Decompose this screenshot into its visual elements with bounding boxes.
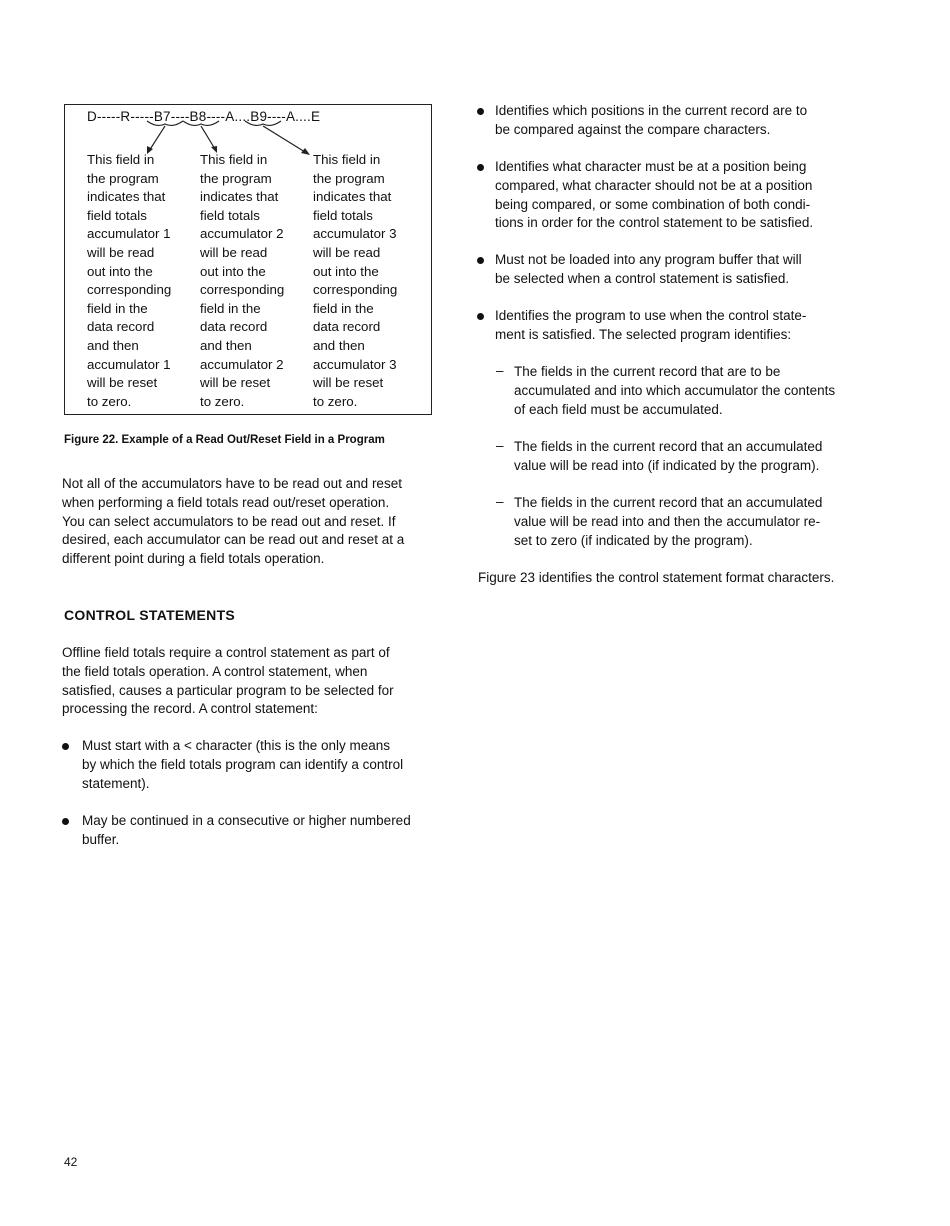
figure-line: accumulator 3 [313, 356, 397, 372]
figure-line: field in the [87, 300, 148, 316]
figure-formula: D-----R-----B7----B8----A....B9----A....E [87, 109, 321, 124]
figure-line: to zero. [200, 393, 245, 409]
text-line: processing the record. A control statement: [62, 701, 318, 717]
right-dash-2 [514, 438, 822, 476]
figure-line: to zero. [313, 393, 358, 409]
figure-line: accumulator 1 [87, 226, 171, 242]
bullet-dot [477, 164, 484, 171]
bullet-line: be compared against the compare characters. [495, 121, 771, 137]
bullet-line: Identifies the program to use when the control state- [495, 308, 807, 323]
text-line: satisfied, causes a particular program to be selected for [62, 682, 394, 698]
dash-line: value will be read into and then the accumulator re- [514, 513, 821, 529]
arrow-1 [149, 126, 165, 151]
arrow-3 [263, 126, 305, 152]
figure-line: accumulator 2 [200, 226, 284, 242]
bullet-line: Must start with a < character (this is the only means [82, 738, 390, 753]
right-bullet-4 [495, 307, 806, 345]
figure-line: field totals [200, 207, 260, 223]
figure-line: field totals [87, 207, 147, 223]
bullet-line: being compared, or some combination of both condi- [495, 196, 811, 212]
figure-line: the program [200, 170, 272, 186]
bullet-dot [477, 108, 484, 115]
dash-line: The fields in the current record that an accumulated [514, 439, 823, 454]
text-line: You can select accumulators to be read out and reset. If [62, 513, 396, 529]
figure-line: This field in [87, 152, 155, 167]
dash-line: set to zero (if indicated by the program). [514, 532, 753, 548]
bullet-line: May be continued in a consecutive or higher numbered [82, 813, 411, 828]
bullet-line: Identifies what character must be at a position being [495, 159, 807, 174]
figure-caption: Figure 22. Example of a Read Out/Reset Field in a Program [64, 434, 385, 446]
bullet-line: be selected when a control statement is satisfied. [495, 270, 790, 286]
figure-line: the program [313, 170, 385, 186]
bullet-line: compared, what character should not be at a position [495, 177, 813, 193]
figure-line: This field in [313, 152, 381, 167]
arrow-2 [201, 126, 215, 149]
figure-column-2 [200, 151, 310, 411]
right-dash-3 [514, 494, 822, 550]
brace-b7 [147, 121, 183, 125]
figure-line: accumulator 3 [313, 226, 397, 242]
figure-line: accumulator 1 [87, 356, 171, 372]
figure-line: will be read [200, 244, 268, 260]
figure-line: and then [87, 337, 139, 353]
dash-line: The fields in the current record that are to be [514, 364, 781, 379]
dash-line: of each field must be accumulated. [514, 401, 723, 417]
figure-line: corresponding [200, 282, 285, 298]
figure-line: out into the [313, 263, 379, 279]
bullet-dot [477, 313, 484, 320]
figure-line: and then [200, 337, 252, 353]
bullet-line: buffer. [82, 831, 120, 847]
text-line: Offline field totals require a control statement as part of [62, 645, 390, 660]
text-line: when performing a field totals read out/reset operation. [62, 494, 390, 510]
left-bullet-2 [82, 812, 411, 850]
brace-b8 [183, 121, 219, 125]
bullet-dot [477, 257, 484, 264]
brace-b9 [245, 121, 281, 125]
figure-line: field in the [313, 300, 374, 316]
figure-line: data record [200, 319, 268, 335]
figure-line: will be read [87, 244, 155, 260]
dash-line: accumulated and into which accumulator the contents [514, 382, 836, 398]
figure-line: data record [87, 319, 155, 335]
figure-22-box [64, 104, 432, 415]
bullet-dot [62, 743, 69, 750]
bullet-dot [62, 818, 69, 825]
figure-line: will be read [313, 244, 381, 260]
figure-line: This field in [200, 152, 268, 167]
figure-line: out into the [87, 263, 153, 279]
bullet-line: tions in order for the control statement to be satisfied. [495, 215, 814, 231]
dash-line: The fields in the current record that an accumulated [514, 495, 823, 510]
dash-marker: – [496, 494, 504, 509]
figure-line: indicates that [200, 189, 279, 205]
right-bullet-1 [495, 102, 807, 140]
right-dash-1 [514, 363, 835, 419]
dash-marker: – [496, 363, 504, 378]
figure-column-3 [313, 151, 423, 411]
section-heading: CONTROL STATEMENTS [64, 607, 236, 623]
figure-line: out into the [200, 263, 266, 279]
text-line: desired, each accumulator can be read out and reset at a [62, 532, 405, 548]
figure-line: and then [313, 337, 365, 353]
figure-line: will be reset [200, 375, 271, 391]
left-bullet-1 [82, 737, 403, 793]
text-line: the field totals operation. A control statement, when [62, 663, 368, 679]
dash-marker: – [496, 438, 504, 453]
control-paragraph [62, 644, 394, 719]
figure-line: will be reset [313, 375, 384, 391]
figure-line: corresponding [313, 282, 398, 298]
figure-line: field in the [200, 300, 261, 316]
figure-line: will be reset [87, 375, 158, 391]
bullet-line: by which the field totals program can identify a control [82, 756, 404, 772]
bullet-line: ment is satisfied. The selected program identifies: [495, 326, 792, 342]
dash-line: value will be read into (if indicated by the program). [514, 457, 820, 473]
bullet-line: statement). [82, 775, 150, 791]
closing-sentence: Figure 23 identifies the control statement format characters. [478, 570, 835, 585]
figure-line: corresponding [87, 282, 172, 298]
figure-column-1 [87, 151, 197, 411]
figure-line: accumulator 2 [200, 356, 284, 372]
figure-line: the program [87, 170, 159, 186]
page-number: 42 [64, 1155, 78, 1169]
figure-line: field totals [313, 207, 373, 223]
right-bullet-3 [495, 251, 802, 289]
figure-line: to zero. [87, 393, 132, 409]
bullet-line: Must not be loaded into any program buffer that will [495, 252, 802, 267]
figure-line: data record [313, 319, 381, 335]
text-line: different point during a field totals operation. [62, 551, 325, 567]
figure-line: indicates that [313, 189, 392, 205]
bullet-line: Identifies which positions in the current record are to [495, 103, 808, 118]
figure-line: indicates that [87, 189, 166, 205]
text-line: Not all of the accumulators have to be read out and reset [62, 476, 402, 491]
intro-paragraph [62, 475, 404, 569]
right-bullet-2 [495, 158, 813, 233]
